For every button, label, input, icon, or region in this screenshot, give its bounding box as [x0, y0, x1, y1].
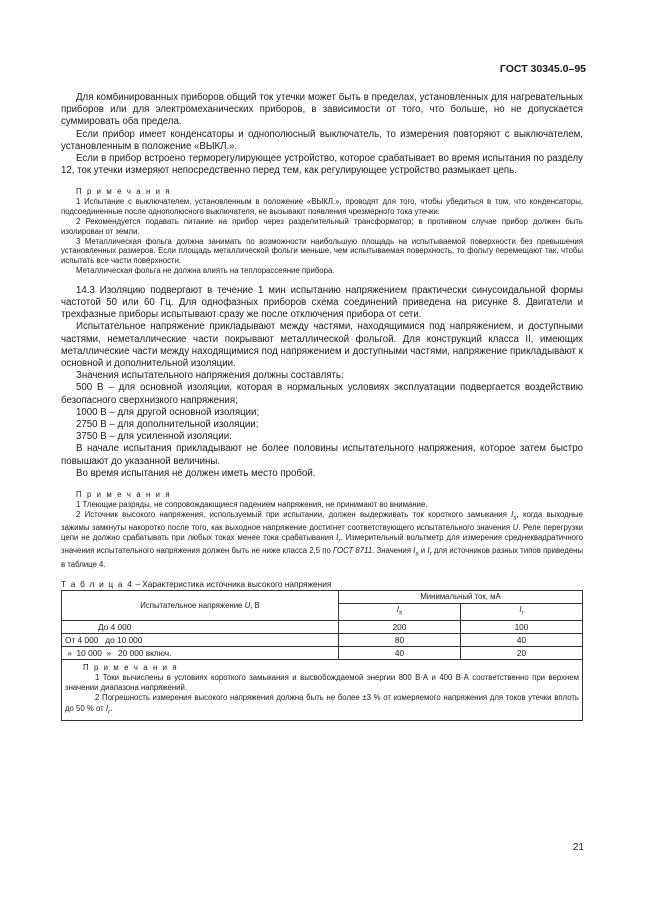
cell-is: 80 — [339, 634, 461, 647]
table-row — [62, 634, 583, 647]
page-number: 21 — [572, 842, 584, 853]
note-item: 1 Испытание с выключателем, установленным в положение «ВЫКЛ.», проводят для того, чтобы убедиться в том, что конденсаторы, подсоединенные после однополюсного выключателя, не вызывают появления чрезмерного тока утечки. — [61, 197, 583, 217]
paragraph: 2750 В – для дополнительной изоляции; — [76, 419, 259, 431]
note-item: Металлическая фольга не должна влиять на теплорассеяние прибора. — [76, 266, 335, 275]
cell-ir: 20 — [460, 647, 582, 660]
header-current: Минимальный ток, мА — [339, 591, 583, 604]
section-paragraph: 14.3 Изоляцию подвергают в течение 1 мин испытанию напряжением практически синусоидальной формы частотой 50 или 60 Гц. Для однофазных приборов схема соединений приведена на рисунке 8. Двигатели и трехфазные приборы испытывают сразу же после отключения прибора от сети. — [61, 284, 583, 321]
table-caption: Т а б л и ц а 4 – Характеристика источника высокого напряжения — [61, 579, 332, 590]
page-content — [61, 92, 583, 721]
cell-voltage: » 10 000 » 20 000 включ. — [62, 647, 339, 660]
table-row — [62, 647, 583, 660]
paragraph: Во время испытания не должен иметь место пробой. — [76, 467, 316, 479]
table-notes-row — [62, 660, 583, 721]
note-item: 1 Тлеющие разряды, не сопровождающиеся падением напряжения, не принимают во внимание. — [76, 500, 428, 510]
notes-heading: П р и м е ч а н и я — [76, 490, 172, 500]
table-note: 1 Токи вычислены в условиях короткого замыкания и высвобождаемой энергии 800 В·А и 400 В·А соответственно при верхнем значении диапазона напряжений. — [65, 673, 579, 693]
header-is: $I_s$ — [339, 604, 461, 621]
cell-voltage: От 4 000 до 10 000 — [62, 634, 339, 647]
header-voltage: Испытательное напряжение U, В — [62, 591, 339, 621]
paragraph: 3750 В – для усиленной изоляции. — [76, 431, 232, 443]
table-notes — [62, 660, 583, 721]
document-header: ГОСТ 30345.0–95 — [499, 63, 586, 75]
table-notes-heading: П р и м е ч а н и я — [83, 663, 179, 673]
cell-is: 200 — [339, 621, 461, 634]
note-item: 2 Источник высокого напряжения, используемый при испытании, должен выдерживать ток короткого замыкания $I_s$, когда выходные зажимы замкнуты накоротко после того, как выходное напряжение достигнет соответствующего испытательного значения U. Реле перегрузки цепи не должно срабатывать при любых токах менее тока срабатывания $I_r$. Измерительный вольтметр для измерения среднеквадратичного значения испытательного напряжения должен быть не ниже класса 2,5 по ГОСТ 8711. Значения $I_s$ и $I_r$ для источников разных типов приведены в таблице 4. — [61, 509, 584, 569]
paragraph: В начале испытания прикладывают не более половины испытательного напряжения, которое затем быстро повышают до указанной величины. — [61, 443, 583, 467]
table-header-row — [62, 591, 583, 604]
paragraph: Если в прибор встроено терморегулирующее устройство, которое срабатывает во время испытания по разделу 12, ток утечки измеряют непосредственно перед тем, как регулирующее устройство размыкает цепь. — [61, 153, 583, 177]
cell-ir: 40 — [460, 634, 582, 647]
table-note: 2 Погрешность измерения высокого напряжения должна быть не более ±3 % от измеряемого напряжения для токов утечки вплоть до 50 % от $I_r$. — [65, 693, 579, 716]
paragraph: Значения испытательного напряжения должны составлять: — [76, 370, 344, 382]
cell-ir: 100 — [460, 621, 582, 634]
paragraph: Для комбинированных приборов общий ток утечки может быть в пределах, установленных для нагревательных приборов или для электромеханических приборов, в зависимости от того, что больше, но не допускается суммировать оба предела. — [61, 92, 583, 128]
header-ir: $I_r$ — [460, 604, 582, 621]
voltage-source-table — [61, 590, 583, 721]
note-item: 2 Рекомендуется подавать питание на прибор через разделительный трансформатор; в противном случае прибор должен быть изолирован от земли. — [61, 217, 583, 236]
table-row — [62, 621, 583, 634]
paragraph: Если прибор имеет конденсаторы и однополюсный выключатель, то измерения повторяют с выключателем, установленным в положение «ВЫКЛ.». — [61, 128, 583, 152]
cell-voltage: До 4 000 — [62, 621, 339, 634]
notes-heading: П р и м е ч а н и я — [76, 187, 172, 197]
paragraph: 1000 В – для другой основной изоляции; — [76, 406, 260, 418]
cell-is: 40 — [339, 647, 461, 660]
paragraph: 500 В – для основной изоляции, которая в нормальных условиях эксплуатации подвергается воздействию безопасного сверхнизкого напряжения; — [61, 382, 583, 406]
note-item: 3 Металлическая фольга должна занимать по возможности наибольшую площадь на испытываемой поверхности без превышения установленных размеров. Если площадь металлической фольги меньше, чем испытываемая поверхность, то фольгу перемещают так, чтобы испытать все части поверхности. — [61, 236, 583, 266]
paragraph: Испытательное напряжение прикладывают между частями, находящимися под напряжением, и доступными частями, неметаллические части покрывают металлической фольгой. Для конструкций класса II, имеющих металлические части между находящимися под напряжением и доступными частями, напряжение прикладывают к основной и дополнительной изоляции. — [61, 321, 583, 370]
